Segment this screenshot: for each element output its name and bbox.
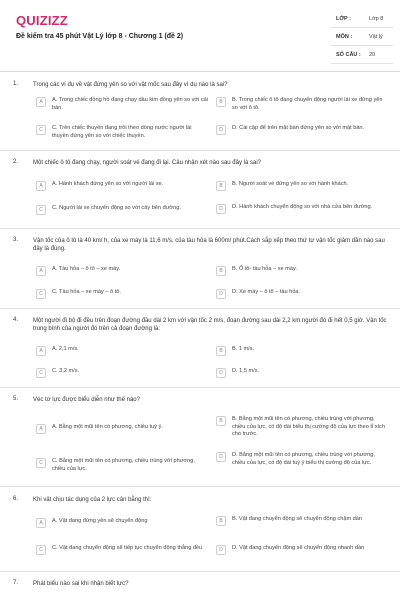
question-divider <box>0 486 400 487</box>
option-a[interactable] <box>36 424 209 434</box>
meta-key: LỚP : <box>336 16 351 22</box>
question-number: 4. <box>13 317 19 323</box>
question-divider <box>0 228 400 229</box>
option-letter-badge: B <box>216 516 226 526</box>
option-d[interactable] <box>216 204 389 214</box>
meta-row-count <box>331 46 393 64</box>
option-text: B. Vật đang chuyển động sẽ chuyển động chậm dần <box>232 516 362 522</box>
option-a[interactable] <box>36 266 209 276</box>
option-letter-badge: C <box>36 125 46 135</box>
option-c[interactable] <box>36 205 209 215</box>
option-d[interactable] <box>216 289 389 299</box>
option-letter-badge: C <box>36 458 46 468</box>
option-a[interactable] <box>36 518 209 528</box>
option-letter-badge: A <box>36 518 46 528</box>
option-a[interactable] <box>36 181 209 191</box>
option-letter-badge: D <box>216 204 226 214</box>
option-a[interactable] <box>36 346 209 356</box>
option-text: C. Trên chiếc thuyền đang trôi theo dòng nước người lái thuyền đứng yên so với chiếc thuyền. <box>52 125 192 139</box>
option-letter-badge: B <box>216 346 226 356</box>
meta-key: MÔN : <box>336 34 353 40</box>
option-b[interactable] <box>216 346 389 356</box>
option-text: C. Bằng một mũi tên có phương, chiều trùng với phương, chiều của lực. <box>52 458 195 472</box>
option-letter-badge: D <box>216 452 226 462</box>
option-a[interactable] <box>36 97 209 112</box>
option-text: D. Xe máy – ô tô – tàu hỏa. <box>232 289 301 295</box>
option-c[interactable] <box>36 545 209 555</box>
option-letter-badge: B <box>216 181 226 191</box>
question-number: 7. <box>13 580 19 586</box>
question-divider <box>0 571 400 572</box>
option-letter-badge: D <box>216 368 226 378</box>
meta-key: SỐ CÂU : <box>336 52 361 58</box>
option-text: C. Người lái xe chuyển động so với cây bên đường. <box>52 205 181 211</box>
option-letter-badge: D <box>216 289 226 299</box>
option-b[interactable] <box>216 181 389 191</box>
option-text: B. Trong chiếc ô tô đang chuyển động người lái xe đứng yên so với ô tô. <box>232 97 383 111</box>
option-letter-badge: C <box>36 289 46 299</box>
question-divider <box>0 387 400 388</box>
meta-row-subject <box>331 28 393 46</box>
option-letter-badge: C <box>36 545 46 555</box>
question-number: 5. <box>13 396 19 402</box>
option-b[interactable] <box>216 97 389 112</box>
option-text: B. Ô tô- tàu hỏa – xe máy. <box>232 266 297 272</box>
option-letter-badge: A <box>36 97 46 107</box>
option-text: A. Bằng một mũi tên có phương, chiều tuỳ ý. <box>52 424 163 430</box>
option-b[interactable] <box>216 516 389 526</box>
option-text: A. Trong chiếc đồng hồ đang chạy dầu kim đồng yên so với cái bàn. <box>52 97 209 111</box>
option-d[interactable] <box>216 125 389 135</box>
option-letter-badge: A <box>36 266 46 276</box>
meta-value: Vật lý <box>369 34 383 40</box>
option-b[interactable] <box>216 416 389 439</box>
option-text: C. Vật đang chuyển động sẽ tiếp tục chuyển động thẳng đều <box>52 545 203 551</box>
question-divider <box>0 308 400 309</box>
question-number: 2. <box>13 159 19 165</box>
option-c[interactable] <box>36 458 209 473</box>
question-number: 6. <box>13 496 19 502</box>
option-letter-badge: C <box>36 205 46 215</box>
option-letter-badge: C <box>36 368 46 378</box>
question-text: Trong các ví dụ về vật đứng yên so với vật mốc sau đây ví dụ nào là sai? <box>33 82 228 88</box>
option-d[interactable] <box>216 452 389 467</box>
quizizz-logo: QUIZIZZ <box>16 13 68 28</box>
option-text: D. Hành khách chuyển động so với nhà cửa bên đường. <box>232 204 373 210</box>
option-text: A. Tàu hỏa – ô tô – xe máy. <box>52 266 121 272</box>
quiz-header <box>0 0 400 72</box>
question-text: Véc tơ lực được biểu diễn như thế nào? <box>33 397 140 403</box>
option-letter-badge: B <box>216 416 226 426</box>
option-letter-badge: D <box>216 125 226 135</box>
option-b[interactable] <box>216 266 389 276</box>
option-text: A. 2,1 m/s. <box>52 346 79 352</box>
option-d[interactable] <box>216 545 389 555</box>
option-text: B. Người soát vé đứng yên so với hành khách. <box>232 181 349 187</box>
option-text: D. Vật đang chuyển động sẽ chuyển động nhanh dần <box>232 545 365 551</box>
question-number: 3. <box>13 237 19 243</box>
option-letter-badge: A <box>36 346 46 356</box>
question-text: Một người đi bộ đi đều trên đoạn đường đầu dài 2 km với vận tốc 2 m/s, đoạn đường sau dài 2,2 km người đó đi hết 0,5 giờ. Vận tốc trung bình của người đó trên cả đoạn đường là: <box>33 318 387 332</box>
option-text: D. 1,5 m/s. <box>232 368 260 374</box>
option-text: A. Hành khách đứng yên so với người lái xe. <box>52 181 164 187</box>
meta-row-class <box>331 10 393 28</box>
meta-value: 20 <box>369 52 376 58</box>
question-number: 1. <box>13 81 19 87</box>
option-c[interactable] <box>36 125 209 140</box>
option-text: D. Cái cặp để trên mặt bàn đứng yên so với mặt bàn. <box>232 125 365 131</box>
option-text: C. Tàu hỏa – xe máy – ô tô. <box>52 289 121 295</box>
option-letter-badge: B <box>216 97 226 107</box>
option-d[interactable] <box>216 368 389 378</box>
question-text: Khi vật chịu tác dụng của 2 lực cân bằng thì: <box>33 497 152 503</box>
question-text: Vận tốc của ô tô là 40 km/ h, của xe máy là 11,6 m/s, của tàu hỏa là 600m/ phút.Cách sắp xếp theo thứ tự vận tốc giảm dần nào sau đây là đúng. <box>33 238 385 252</box>
option-letter-badge: B <box>216 266 226 276</box>
meta-value: Lớp 8 <box>369 16 384 22</box>
option-text: B. Bằng một mũi tên có phương, chiều trùng với phương, chiều của lực, có độ dài biểu thị cường độ của lực theo tỉ xích cho trước. <box>232 416 385 437</box>
question-divider <box>0 150 400 151</box>
option-text: C. 3,2 m/s. <box>52 368 80 374</box>
option-c[interactable] <box>36 368 209 378</box>
option-letter-badge: A <box>36 424 46 434</box>
option-c[interactable] <box>36 289 209 299</box>
option-text: D. Bằng một mũi tên có phương, chiều trùng với phương, chiều của lực, có độ dài tuỳ ý biểu thị cường độ của lực. <box>232 452 375 466</box>
question-text: Phát biểu nào sai khi nhận biết lực? <box>33 581 129 587</box>
page-title: Đề kiểm tra 45 phút Vật Lý lớp 8 - Chương 1 (đề 2) <box>16 33 184 40</box>
option-text: B. 1 m/s. <box>232 346 255 352</box>
option-letter-badge: A <box>36 181 46 191</box>
option-letter-badge: D <box>216 545 226 555</box>
option-text: A. Vật đang đứng yên sẽ chuyển động <box>52 518 148 524</box>
question-text: Một chiếc ô tô đang chạy, người soát vé đang đi lại. Câu nhận xét nào sau đây là sai? <box>33 160 261 166</box>
